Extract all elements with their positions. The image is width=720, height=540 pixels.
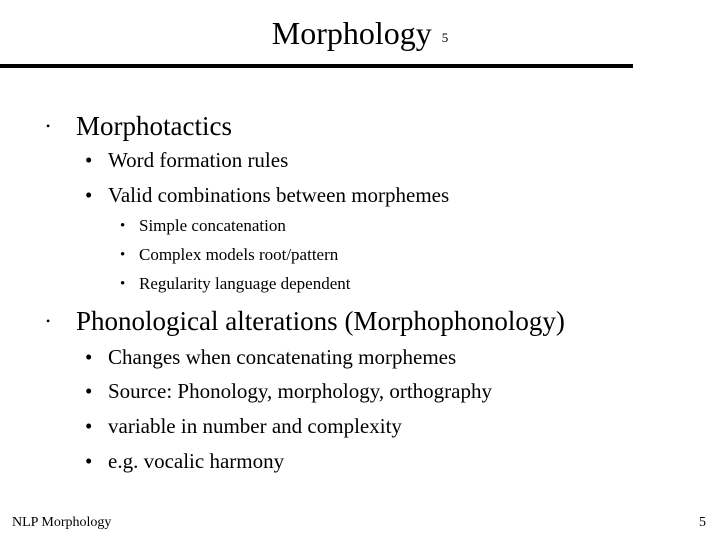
sub-bullet-text: Source: Phonology, morphology, orthography [108, 379, 492, 403]
sub-sub-bullet [120, 215, 286, 237]
footer-label: NLP Morphology [12, 515, 112, 530]
title-divider [0, 64, 633, 68]
bullet-dot-icon: • [46, 314, 51, 328]
bullet-dot-icon: • [120, 276, 126, 292]
bullet-dot-icon: • [85, 183, 93, 207]
sub-bullet [85, 344, 457, 370]
sub-bullet [85, 413, 402, 439]
bullet-dot-icon: • [46, 119, 51, 133]
sub-bullet-text: variable in number and complexity [108, 414, 402, 438]
sub-bullet-text: Changes when concatenating morphemes [108, 345, 457, 369]
slide-title-text: Morphology [271, 15, 432, 51]
sub-bullet-text: e.g. vocalic harmony [108, 449, 285, 473]
sub-bullet [85, 147, 289, 173]
bullet-dot-icon: • [85, 414, 93, 438]
sub-bullet [85, 182, 450, 208]
bullet-dot-icon: • [85, 449, 93, 473]
bullet-phonological-alterations [46, 305, 565, 337]
bullet-dot-icon: • [85, 148, 93, 172]
sub-bullet [85, 448, 285, 474]
bullet-dot-icon: • [120, 218, 126, 234]
bullet-dot-icon: • [120, 247, 126, 263]
footer-page-number: 5 [699, 515, 706, 530]
sub-bullet-text: Valid combinations between morphemes [108, 183, 450, 207]
bullet-text: Phonological alterations (Morphophonology) [76, 306, 565, 336]
sub-sub-bullet-text: Complex models root/pattern [139, 245, 339, 264]
bullet-dot-icon: • [85, 379, 93, 403]
sub-sub-bullet [120, 244, 339, 266]
title-slide-number: 5 [441, 30, 449, 45]
sub-bullet-text: Word formation rules [108, 148, 289, 172]
bullet-text: Morphotactics [76, 111, 232, 141]
sub-bullet [85, 378, 492, 404]
sub-sub-bullet-text: Regularity language dependent [139, 274, 351, 293]
sub-sub-bullet [120, 273, 351, 295]
sub-sub-bullet-text: Simple concatenation [139, 216, 286, 235]
slide-title [0, 14, 720, 57]
bullet-morphotactics [46, 110, 232, 142]
bullet-dot-icon: • [85, 345, 93, 369]
